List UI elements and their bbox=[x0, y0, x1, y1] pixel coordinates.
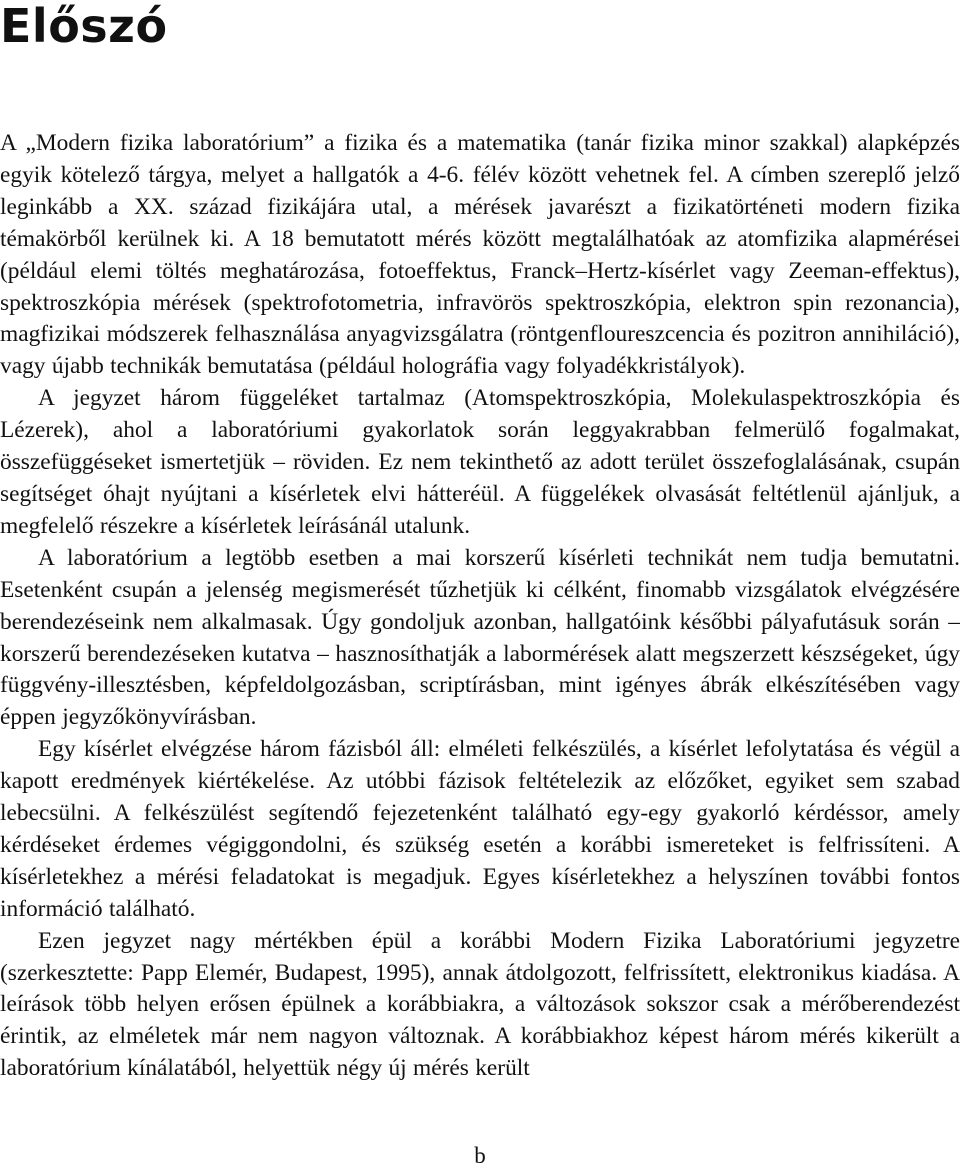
paragraph-previous-edition: Ezen jegyzet nagy mértékben épül a korábbi Modern Fizika Laboratóriumi jegyzetre (szerkesztette: Papp Elemér, Budapest, 1995), annak átdolgozott, felfrissített, elektronikus kiadása. A leírások több helyen erősen épülnek a korábbiakra, a változások sokszor csak a mérőberendezést érintik, az elméletek már nem nagyon változnak. A korábbiakhoz képest három mérés kikerült a laboratórium kínálatából, helyettük négy új mérés került bbox=[0, 927, 960, 1082]
paragraph-appendices: A jegyzet három függeléket tartalmaz (Atomspektroszkópia, Molekulaspektroszkópia és Lézerek), ahol a laboratóriumi gyakorlatok során leggyakrabban felmerülő fogalmakat, összefüggéseket ismertetjük – röviden. Ez nem tekinthető az adott terület összefoglalásának, csupán segítséget óhajt nyújtani a kísérletek elvi hátteréül. A függelékek olvasását feltétlenül ajánljuk, a megfelelő részekre a kísérletek leírásánál utalunk. bbox=[0, 385, 960, 539]
preface-body bbox=[0, 128, 960, 1085]
chapter-title: Előszó bbox=[0, 0, 168, 53]
paragraph-laboratory-techniques: A laboratórium a legtöbb esetben a mai korszerű kísérleti technikát nem tudja bemutatni. Esetenként csupán a jelenség megismerését tűzhetjük ki célként, finomabb vizsgálatok elvégzésére berendezéseink nem alkalmasak. Úgy gondoljuk azonban, hallgatóink későbbi pályafutásuk során – korszerű berendezéseken kutatva – hasznosíthatják a labormérések alatt megszerzett készségeket, úgy függvény-illesztésben, képfeldolgozásban, scriptírásban, mint igényes ábrák elkészítésében vagy éppen jegyzőkönyvírásban. bbox=[0, 544, 960, 731]
paragraph-course-description: A „Modern fizika laboratórium” a fizika és a matematika (tanár fizika minor szakkal) alapképzés egyik kötelező tárgya, melyet a hallgatók a 4-6. félév között vehetnek fel. A címben szereplő jelző leginkább a XX. század fizikájára utal, a mérések javarészt a fizikatörténeti modern fizika témakörből kerülnek ki. A 18 bemutatott mérés között megtalálhatóak az atomfizika alapmérései (például elemi töltés meghatározása, fotoeffektus, Franck–Hertz-kísérlet vagy Zeeman-effektus), spektroszkópia mérések (spektrofotometria, infravörös spektroszkópia, elektron spin rezonancia), magfizikai módszerek felhasználása anyagvizsgálatra (röntgenfloureszcencia és pozitron annihiláció), vagy újabb technikák bemutatása (például holográfia vagy folyadékkristályok). bbox=[0, 130, 960, 380]
page-number: b bbox=[474, 1143, 486, 1168]
paragraph-experiment-phases: Egy kísérlet elvégzése három fázisból áll: elméleti felkészülés, a kísérlet lefolytatása és végül a kapott eredmények kiértékelése. Az utóbbi fázisok feltételezik az előzőket, egyiket sem szabad lebecsülni. A felkészülést segítendő fejezetenként található egy-egy gyakorló kérdéssor, amely kérdéseket érdemes végiggondolni, és szükség esetén a korábbi ismereteket is felfrissíteni. A kísérletekhez a mérési feladatokat is megadjuk. Egyes kísérletekhez a helyszínen további fontos információ található. bbox=[0, 736, 960, 922]
